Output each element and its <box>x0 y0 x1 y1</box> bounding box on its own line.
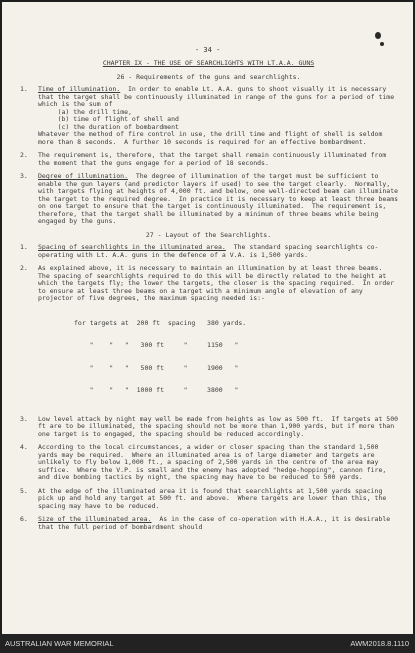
section-26-title: 26 - Requirements of the guns and searchlights. <box>116 72 301 81</box>
page-number: - 34 - <box>195 46 221 54</box>
spacing-row: " " " 1000 ft " 3800 " <box>74 386 239 394</box>
paragraph <box>16 86 401 146</box>
paragraph <box>16 416 401 439</box>
spacing-row: " " " 500 ft " 1900 " <box>74 363 239 372</box>
paragraph-heading: Time of illumination. <box>38 85 121 93</box>
paragraph-number: 5. <box>20 486 28 495</box>
paragraph <box>16 152 401 167</box>
paragraph-text: In order to enable Lt. A.A. guns to shoot visually it is necessary that the target shall be continuously illuminated in range of the guns for a period of time which is the sum of (a) the drill time, (b) time of flight of shell and (c) the duration of bombardment Whatever the method of fire control in use, the drill time and flight of shell is seldom more than 8 seconds. A further 10 seconds is required for an effective bombardment. <box>38 85 395 146</box>
paragraph-number: 6. <box>20 515 28 523</box>
paragraph-number: 4. <box>20 443 28 451</box>
paragraph <box>16 265 401 303</box>
document-page <box>2 2 413 634</box>
paragraph-text: As explained above, it is necessary to maintain an illumination by at least three beams. The spacing of searchlights required to do this will be directly related to the height at which the targets fly; the lower the targets, the closer is the spacing required. In order to ensure at least three beams on a target with a minimum angle of elevation of any projector of five degrees, the maximum spacing needed is:- <box>38 264 399 302</box>
section-27-title: 27 - Layout of the Searchlights. <box>145 230 272 239</box>
paragraph-heading: Degree of illumination. <box>38 172 129 180</box>
paragraph <box>16 516 401 531</box>
footer-accession-number: AWM2018.8.1110 <box>350 639 409 648</box>
paragraph-heading: Spacing of searchlights in the illuminated area. <box>38 243 226 251</box>
spacing-table <box>74 305 401 410</box>
paragraph <box>16 173 401 226</box>
paragraph-text: According to the local circumstances, a wider or closer spacing than the standard 1,500 yards may be required. Where an illuminated area is of large diameter and targets are unlikely to fly below 1,000 ft., a spacing of 2,500 yards in the centre of the area may suffice. Where the V.P. is small and the enemy has adopted "hedge-hopping", cannon fire, and dive bombing tactics by night, the spacing may have to be reduced to 500 yards. <box>38 443 391 481</box>
spacing-row: for targets at 200 ft spacing 380 yards. <box>74 318 247 327</box>
paragraph-text: The requirement is, therefore, that the target shall remain continuously illuminated from the moment that the guns engage for a period of 18 seconds. <box>38 151 391 167</box>
paragraph-heading: Size of the illuminated area. <box>38 515 152 523</box>
spacing-row: " " " 300 ft " 1150 " <box>74 341 239 349</box>
paragraph-text: Low level attack by night may well be made from heights as low as 500 ft. If targets at 500 ft are to be illuminated, the spacing should not be more than 1,900 yards, but if more than one target is to engaged, the spacing should be reduced accordingly. <box>38 414 402 438</box>
paragraph-number: 3. <box>20 414 28 423</box>
paragraph <box>16 488 401 511</box>
footer-institution: AUSTRALIAN WAR MEMORIAL <box>5 639 114 648</box>
paragraph-text: At the edge of the illuminated area it is found that searchlights at 1,500 yards spacing pick up and hold any target at 500 ft. and above. Where targets are lower than this, the spacing may have to be reduced. <box>38 486 391 510</box>
paragraph <box>16 444 401 482</box>
paragraph-number: 2. <box>20 151 28 159</box>
paragraph-number: 2. <box>20 264 28 272</box>
punch-hole <box>380 42 384 46</box>
paragraph-text: The degree of illumination of the target must be sufficient to enable the gun layers (and predictor layers if used) to see the target clearly. Normally, with targets flying at heights of 4,000 ft. and below, one well-directed beam can illuminate the target to the required degree. In practice it is necessary to keep at least three beams on one target to ensure that the target is continuously illuminated. The requirement is, therefore, that the target shall be illuminated by a minimum of three beams while being engaged by the guns. <box>38 172 402 225</box>
paragraph-number: 1. <box>20 85 28 93</box>
paragraph-text: As in the case of co-operation with H.A.A., it is desirable that the full period of bombardment should <box>38 515 395 531</box>
paragraph-number: 1. <box>20 243 28 251</box>
punch-hole <box>375 32 381 39</box>
archive-footer <box>0 634 415 653</box>
paragraph <box>16 244 401 259</box>
document-body <box>16 60 401 537</box>
chapter-title: CHAPTER IX - THE USE OF SEARCHLIGHTS WITH LT.A.A. GUNS <box>102 59 315 67</box>
paragraph-number: 3. <box>20 172 28 180</box>
paragraph-text: The standard spacing searchlights co-operating with Lt. A.A. guns in the defence of a V.A. is 1,500 yards. <box>38 243 379 259</box>
